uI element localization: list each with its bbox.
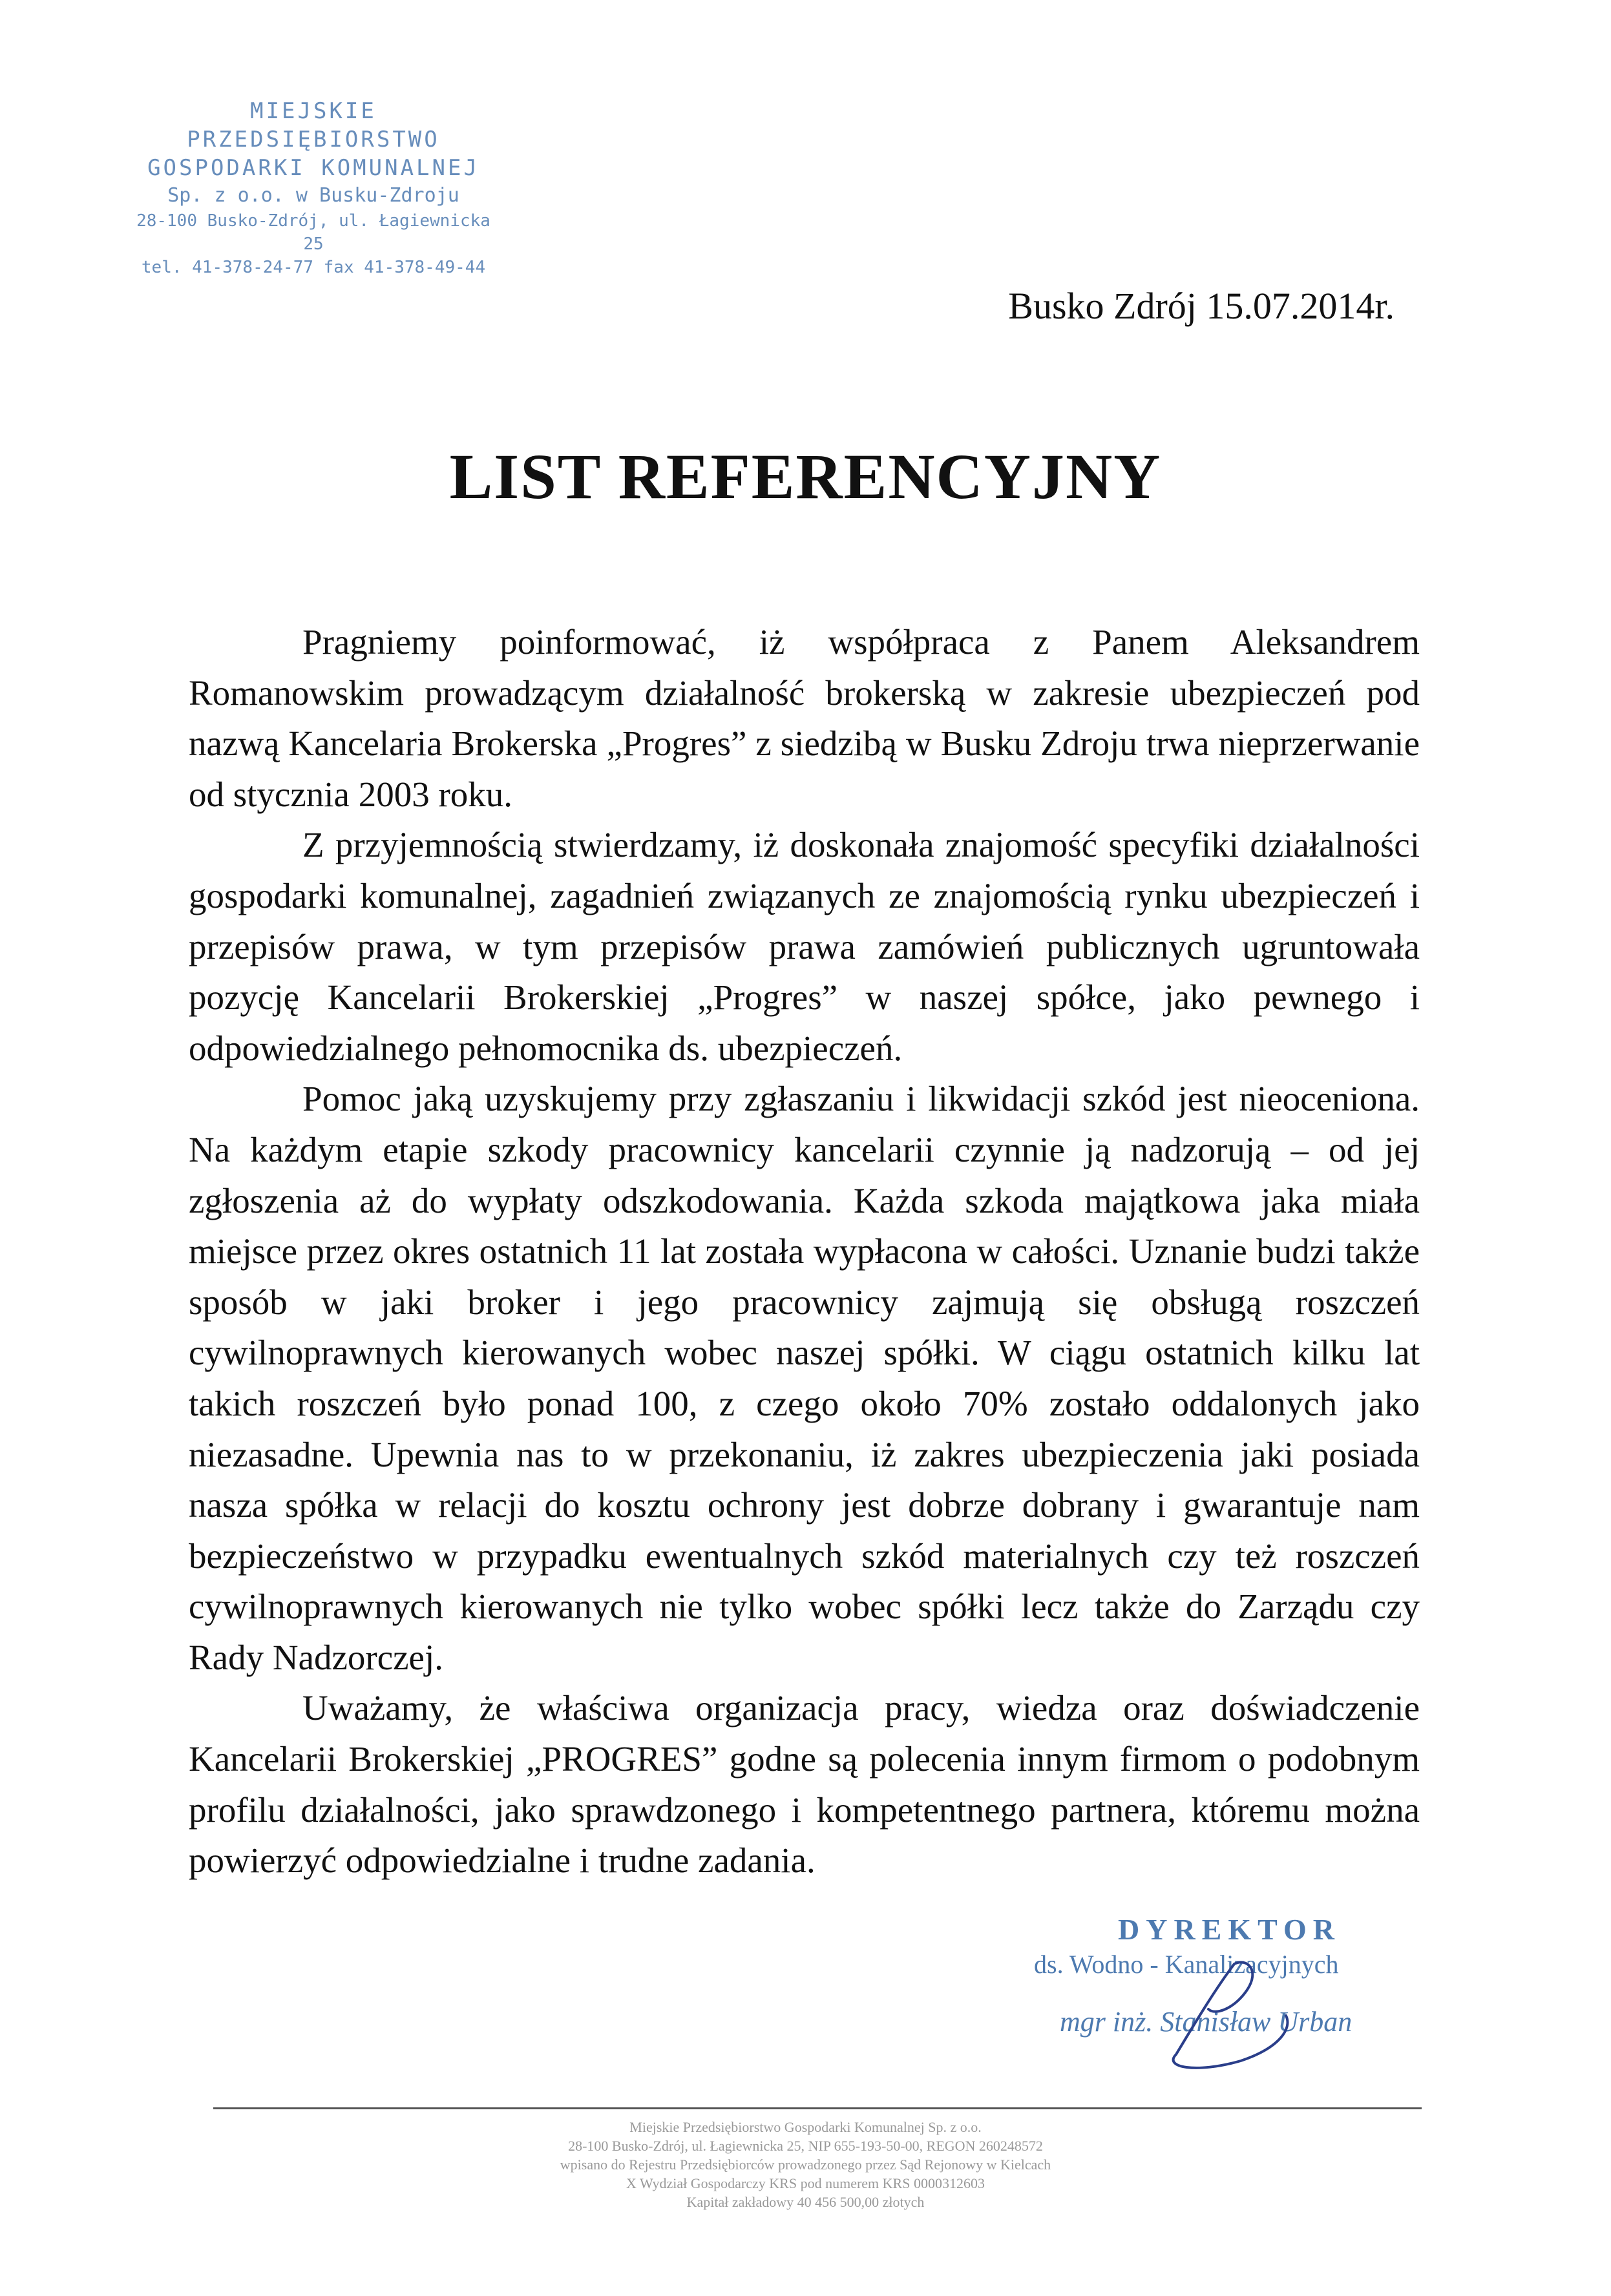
company-stamp xyxy=(132,97,494,279)
stamp-line-1: MIEJSKIE PRZEDSIĘBIORSTWO xyxy=(187,98,440,152)
paragraph: Pomoc jaką uzyskujemy przy zgłaszaniu i likwidacji szkód jest nieoceniona. Na każdym etapie szkody pracownicy kancelarii czynnie ją nadzorują – od jej zgłoszenia aż do wypłaty odszkodowania. Każda szkoda majątkowa jaka miała miejsce przez okres ostatnich 11 lat została wypłacona w całości. Uznanie budzi także sposób w jaki broker i jego pracownicy zajmują się obsługą roszczeń cywilnoprawnych kierowanych wobec naszej spółki. W ciągu ostatnich kilku lat takich roszczeń było ponad 100, z czego około 70% zostało oddalonych jako niezasadne. Upewnia nas to w przekonaniu, iż zakres ubezpieczenia jaki posiada nasza spółka w relacji do kosztu ochrony jest dobrze dobrany i gwarantuje nam bezpieczeństwo w przypadku ewentualnych szkód materialnych czy też roszczeń cywilnoprawnych kierowanych nie tylko wobec spółki lecz także do Zarządu czy Rady Nadzorczej. xyxy=(189,1079,1420,1677)
stamp-line-2: GOSPODARKI KOMUNALNEJ xyxy=(147,155,479,181)
signature-block xyxy=(1034,1912,1435,2038)
footer-line: X Wydział Gospodarczy KRS pod numerem KRS 0000312603 xyxy=(626,2175,985,2191)
handwritten-signature xyxy=(1137,1951,1305,2080)
letter-body xyxy=(189,617,1420,1886)
paragraph: Uważamy, że właściwa organizacja pracy, wiedza oraz doświadczenie Kancelarii Brokerskiej „PROGRES” godne są polecenia innym firmom o podobnym profilu działalności, jako sprawdzonego i kompetentnego partnera, któremu można powierzyć odpowiedzialne i trudne zadania. xyxy=(189,1688,1420,1881)
footer-line: Kapitał zakładowy 40 456 500,00 złotych xyxy=(686,2194,925,2210)
letter-date: Busko Zdrój 15.07.2014r. xyxy=(1008,285,1395,327)
signature-title: DYREKTOR xyxy=(1118,1913,1341,1946)
footer-line: wpisano do Rejestru Przedsiębiorców prowadzonego przez Sąd Rejonowy w Kielcach xyxy=(560,2156,1051,2173)
paragraph: Z przyjemnością stwierdzamy, iż doskonała znajomość specyfiki działalności gospodarki komunalnej, zagadnień związanych ze znajomością rynku ubezpieczeń i przepisów prawa, w tym przepisów prawa zamówień publicznych ugruntowała pozycję Kancelarii Brokerskiej „Progres” w naszej spółce, jako pewnego i odpowiedzialnego pełnomocnika ds. ubezpieczeń. xyxy=(189,825,1420,1068)
signature-name: mgr inż. Stanisław Urban xyxy=(1060,2006,1353,2038)
footer-line: Miejskie Przedsiębiorstwo Gospodarki Komunalnej Sp. z o.o. xyxy=(629,2119,982,2135)
footer xyxy=(0,2118,1611,2211)
stamp-line-3: Sp. z o.o. w Busku-Zdroju xyxy=(167,184,459,207)
paragraph: Pragniemy poinformować, iż współpraca z Panem Aleksandrem Romanowskim prowadzącym działalność brokerską w zakresie ubezpieczeń pod nazwą Kancelaria Brokerska „Progres” z siedzibą w Busku Zdroju trwa nieprzerwanie od stycznia 2003 roku. xyxy=(189,622,1420,814)
stamp-line-4: 28-100 Busko-Zdrój, ul. Łagiewnicka 25 xyxy=(136,211,490,254)
signature-dept: ds. Wodno - Kanalizacyjnych xyxy=(1034,1950,1339,1979)
footer-divider xyxy=(213,2107,1422,2109)
stamp-line-5: tel. 41-378-24-77 fax 41-378-49-44 xyxy=(141,258,486,277)
footer-line: 28-100 Busko-Zdrój, ul. Łagiewnicka 25, NIP 655-193-50-00, REGON 260248572 xyxy=(568,2138,1043,2154)
letter-title: LIST REFERENCYJNY xyxy=(449,441,1162,512)
